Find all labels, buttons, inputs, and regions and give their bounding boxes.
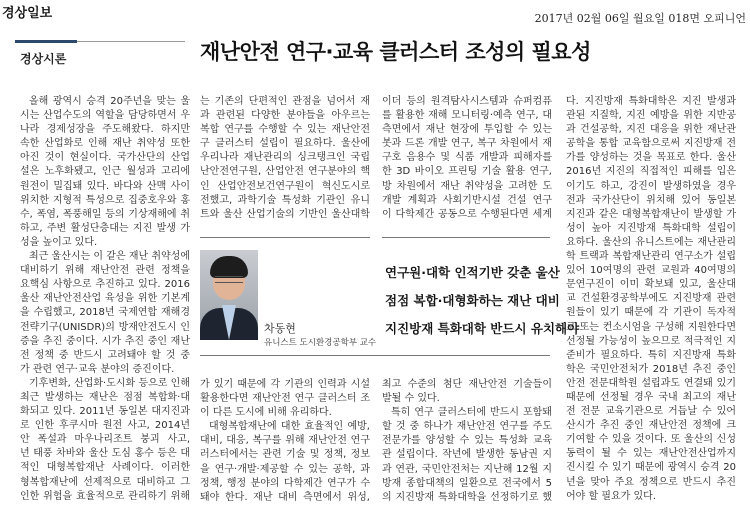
text-line: 로 또는 컨소시엄을 구성해 지원한다면 xyxy=(566,321,736,333)
text-line: 이 다른 도시에 비해 유리하다. xyxy=(200,407,332,419)
text-line: 원들이 있기 때문에 각 기관이 독자적 xyxy=(566,307,736,319)
text-line: 복합 연구를 수행할 수 있는 재난안전 xyxy=(200,124,370,136)
text-line: 을 수립했고, 2018년 국제연합 재해경 xyxy=(20,307,190,319)
text-line: 산시가 추진 중인 재난안전 정책에 크 xyxy=(566,420,736,432)
text-line: 있어 10여명의 관련 교원과 40여명의 xyxy=(566,265,736,277)
divider xyxy=(200,355,550,356)
text-line: 방재 종합대책의 일환으로 전국에서 5 xyxy=(382,477,552,489)
text-line: 개발 계획과 사회기반시설 건설 연구 xyxy=(382,194,552,206)
text-line: 정책, 행정 분야의 다학제간 연구가 수 xyxy=(200,477,370,489)
text-line: 가를 양성하는 것을 목표로 한다. 울산 xyxy=(566,152,736,164)
section-label: 경상시론 xyxy=(20,52,67,66)
text-line: 적인 대형복합재난 사례이다. 이러한 xyxy=(20,462,190,474)
text-line: 발될 수 있다. xyxy=(382,393,440,405)
text-line: 년 태풍 차바와 울산 도심 홍수 등은 대 xyxy=(20,448,190,460)
text-line: 아진 것이 현실이다. 국가산단의 산업 xyxy=(20,152,190,164)
text-line: 전문가를 양성할 수 있는 특성화 교육 xyxy=(382,435,552,447)
text-line: 안전 전문대학원 설립과도 연결돼 있기 xyxy=(566,377,736,389)
text-line: 어야 할 필요가 있다. xyxy=(566,490,656,502)
text-line: 성이 높아 지진방재 특화대학 설립이 xyxy=(566,222,736,234)
column-3-bottom xyxy=(382,378,552,505)
text-line: 인한 위험을 효율적으로 관리하기 위해 xyxy=(20,490,190,502)
text-line: 때문에 선정될 경우 국내 최고의 재난 xyxy=(566,391,736,403)
text-line: 과 건설공학, 지진 대응을 위한 재난관 xyxy=(566,124,736,136)
column-2-bottom xyxy=(200,378,370,505)
text-line: 선정될 가능성이 높으므로 적극적인 지 xyxy=(566,335,736,347)
text-line: 최근 발생하는 재난은 점점 복합화·대 xyxy=(20,391,190,403)
pull-quote-line: 지진방재 특화대학 반드시 유치해야 xyxy=(385,321,580,336)
text-line: 시는 산업수도의 역할을 담당하면서 우 xyxy=(20,110,190,122)
text-line: 동력이 될 수 있는 재난안전산업까지 xyxy=(566,448,736,460)
text-line: 특히 연구 클러스터에 반드시 포함돼 xyxy=(391,407,552,419)
text-line: 과 연관, 국민안전처는 지난해 12월 지 xyxy=(382,463,552,475)
text-line: 문연구진이 이미 확보돼 있고, 울산대 xyxy=(566,279,736,291)
text-line: 전 전문 교육기관으로 거듭날 수 있어 xyxy=(566,406,736,418)
text-line: 증을 추진 중이다. 시가 추진 중인 재난 xyxy=(20,335,190,347)
text-line: 하고, 주변 활성단층대는 지진 발생 가 xyxy=(20,222,190,234)
text-line: 설은 노후화됐고, 인근 월성과 고리에 xyxy=(20,166,190,178)
author-affiliation: 유니스트 도시환경공학부 교수 xyxy=(264,338,377,348)
text-line: 교 건설환경공학부에도 지진방재 관련 xyxy=(566,293,736,305)
text-line: 돼야 한다. 재난 대비 측면에서 위성, xyxy=(200,491,370,503)
author-name: 차동현 xyxy=(264,322,296,335)
text-line: 화되고 있다. 2011년 동일본 대지진과 xyxy=(20,406,190,418)
text-line: 관된 지질학, 지진 예방을 위한 지반공 xyxy=(566,110,736,122)
text-line: 학 트랙과 복합재난관리 연구소가 설립 xyxy=(566,251,736,263)
text-line: 2016년 지진의 직접적인 피해를 입은 xyxy=(566,166,736,178)
text-line: 한 3D 바이오 프린팅 기술 활용 연구, xyxy=(382,166,552,178)
text-line: 진시킬 수 있기 때문에 광역시 승격 20 xyxy=(566,462,736,474)
text-line: 활용한다면 재난안전 연구 클러스터 조 xyxy=(200,393,370,405)
text-line: 형복합재난에 선제적으로 대비하고 그 xyxy=(20,476,190,488)
text-line: 과 관련된 다양한 분야들을 아우르는 xyxy=(200,110,370,122)
text-line: 이더 등의 원격탐사시스템과 슈퍼컴퓨 xyxy=(382,96,552,107)
text-line: 전략기구(UNISDR)의 방재안전도시 인 xyxy=(20,321,190,333)
text-line: 최근 울산시는 이 같은 재난 취약성에 xyxy=(29,251,190,263)
text-line: 전과 국가산단이 위치해 있어 동일본 xyxy=(566,194,736,206)
text-line: 요하다. 울산의 유니스트에는 재난관리 xyxy=(566,236,736,248)
text-line: 기여할 수 있을 것이다. 또 울산의 신성 xyxy=(566,434,736,446)
dateline: 2017년 02월 06일 월요일 018면 오피니언 xyxy=(534,12,746,25)
text-line: 대비하기 위해 재난안전 관련 정책을 xyxy=(20,265,190,277)
text-line: 전했고, 과학기술 특성화 기관인 유니 xyxy=(200,194,370,206)
text-line: 공학을 통합 교육함으로써 지진방재 전 xyxy=(566,138,736,150)
pull-quote-line: 점점 복합·대형화하는 재난 대비 xyxy=(385,293,560,308)
pull-quote-line: 연구원·대학 인적기반 갖춘 울산 xyxy=(385,265,560,280)
text-line: 원전이 밀집돼 있다. 바다와 산맥 사이 xyxy=(20,180,190,192)
text-line: 이 다학제간 공동으로 수행된다면 세계 xyxy=(382,208,552,220)
text-line: 가 있기 때문에 각 기관의 인력과 시설 xyxy=(200,379,370,390)
divider xyxy=(200,237,370,238)
text-line: 를 활용한 재해 모니터링·예측 연구, 대 xyxy=(382,110,552,122)
column-3-top xyxy=(382,95,552,222)
text-line: 년을 맞아 주요 정책으로 반드시 추진 xyxy=(566,476,736,488)
text-line: 준비가 필요하다. 특히 지진방재 특화 xyxy=(566,349,736,361)
text-line: 관 설립이다. 작년에 발생한 동남권 지 xyxy=(382,449,552,461)
text-line: 성을 높이고 있다. xyxy=(20,236,98,248)
text-line: 속한 산업화로 인해 재난 취약성 또한 xyxy=(20,138,190,150)
text-line: 을 연구·개발·제공할 수 있는 공학, 과 xyxy=(200,463,370,475)
text-line: 봇과 드론 개발 연구, 복구 차원에서 재 xyxy=(382,138,552,150)
text-line: 최고 수준의 첨단 재난안전 기술들이 xyxy=(382,379,552,390)
text-line: 가 관련 연구·교육 분야의 증진이다. xyxy=(20,363,175,375)
text-line: 울산 재난안전산업 육성을 위한 기본계 xyxy=(20,293,190,305)
text-line: 전 정책 중 반드시 고려돼야 할 것 중 xyxy=(20,349,190,361)
section-bar-rule xyxy=(77,41,185,42)
text-line: 위치한 지형적 특성으로 집중호우와 홍 xyxy=(20,194,190,206)
text-line: 이기도 하고, 강진이 발생하였을 경우 xyxy=(566,180,736,192)
column-2-top xyxy=(200,95,370,222)
section-bar-accent xyxy=(15,40,77,43)
text-line: 다. 지진방재 특화대학은 지진 발생과 xyxy=(566,96,736,107)
text-line: 측면에서 재난 현장에 투입할 수 있는 xyxy=(382,124,552,136)
text-line: 구호 음용수 및 식품 개발과 피해자를 xyxy=(382,152,552,164)
text-line: 의 지진방재 특화대학을 선정하기로 했 xyxy=(382,491,552,503)
headline: 재난안전 연구·교육 클러스터 조성의 필요성 xyxy=(200,40,591,64)
text-line: 는 기존의 단편적인 관점을 넘어서 재 xyxy=(200,96,370,107)
text-line: 로 인한 후쿠시마 원전 사고, 2014년 xyxy=(20,420,190,432)
text-line: 지진과 같은 대형복합재난이 발생할 가 xyxy=(566,208,736,220)
text-line: 할 것 중 하나가 재난안전 연구를 주도 xyxy=(382,421,552,433)
text-line: 러스터에서는 관련 기술 및 정책, 정보 xyxy=(200,449,370,461)
divider xyxy=(382,237,550,238)
text-line: 나라 경제성장을 주도해왔다. 하지만 xyxy=(20,124,190,136)
text-line: 대비, 대응, 복구를 위해 재난안전 연구 xyxy=(200,435,370,447)
author-photo xyxy=(200,250,258,340)
newspaper-name: 경상일보 xyxy=(2,6,53,21)
column-1 xyxy=(20,95,190,504)
text-line: 요핵심 사항으로 추진하고 있다. 2016 xyxy=(20,279,190,291)
text-line: 올해 광역시 승격 20주년을 맞는 울 xyxy=(29,96,190,107)
text-line: 대형복합재난에 대한 효율적인 예방, xyxy=(209,421,370,433)
text-line: 구 클러스터 설립이 필요하다. 울산에 xyxy=(200,138,370,150)
text-line: 인 산업안전보건연구원이 혁신도시로 xyxy=(200,180,370,192)
text-line: 방 차원에서 재난 취약성을 고려한 도 xyxy=(382,180,552,192)
text-line: 트와 울산 산업기술의 기반인 울산대학 xyxy=(200,208,370,220)
text-line: 난안전연구원, 산업안전 연구분야의 핵 xyxy=(200,166,370,178)
column-4 xyxy=(566,95,736,504)
text-line: 안 폭설과 마우나리조트 붕괴 사고, xyxy=(20,434,190,446)
text-line: 우리나라 재난관리의 싱크탱크인 국립 xyxy=(200,152,370,164)
text-line: 학은 국민안전처가 2018년 추진 중인 xyxy=(566,363,736,375)
text-line: 수, 폭염, 폭풍해일 등의 기상재해에 취 xyxy=(20,208,190,220)
text-line: 기후변화, 산업화·도시화 등으로 인해 xyxy=(29,377,190,389)
